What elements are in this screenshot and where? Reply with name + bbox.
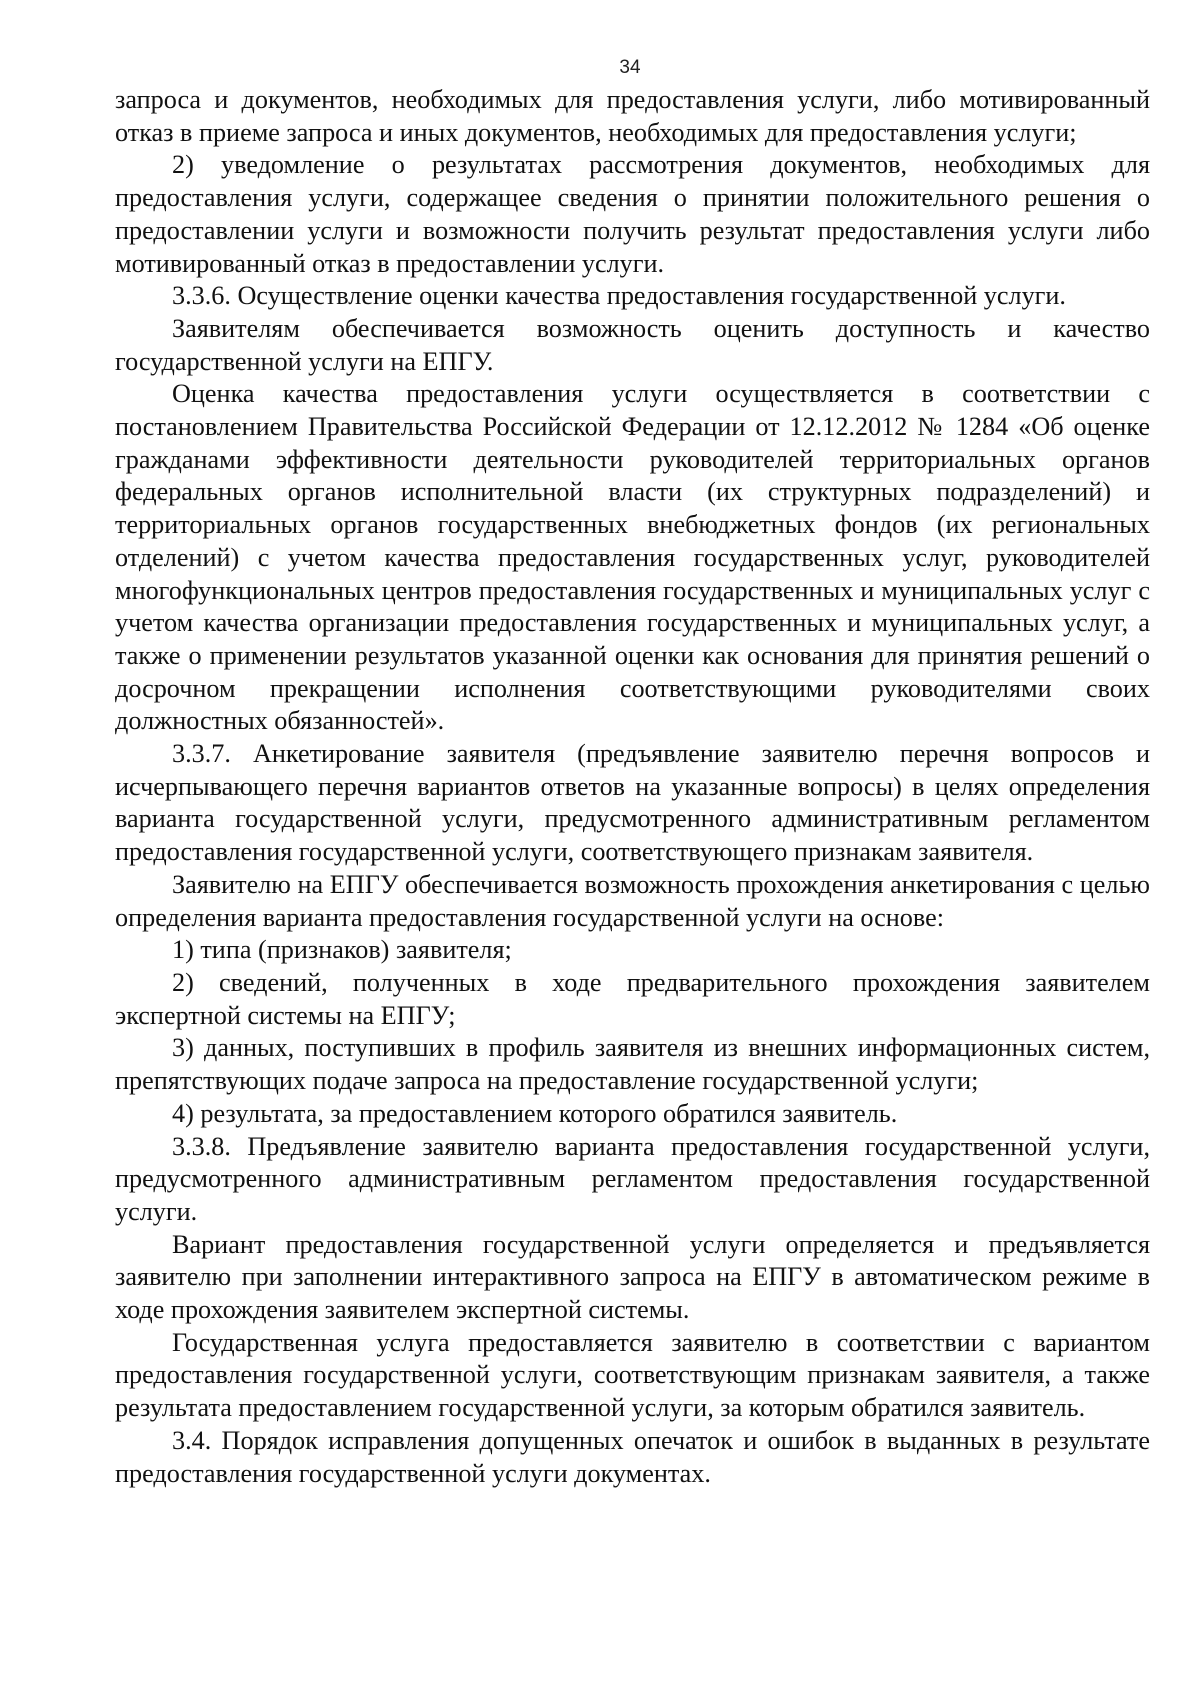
paragraph-list-item-3: 3) данных, поступивших в профиль заявителя из внешних информационных систем, препятствующих подаче запроса на предоставление государственной услуги; — [115, 1033, 1150, 1096]
paragraph-quality-assessment: Заявителям обеспечивается возможность оценить доступность и качество государственной услуги на ЕПГУ. — [115, 313, 1150, 376]
paragraph-survey-basis: Заявителю на ЕПГУ обеспечивается возможность прохождения анкетирования с целью определения варианта предоставления государственной услуги на основе: — [115, 869, 1150, 932]
paragraph-notification-item-2: 2) уведомление о результатах рассмотрения документов, необходимых для предоставления услуги, содержащее сведения о принятии положительного решения о предоставлении услуги и возможности получить результат предоставления услуги либо мотивированный отказ в предоставлении услуги. — [115, 150, 1150, 278]
paragraph-variant-provision: Государственная услуга предоставляется заявителю в соответствии с вариантом предоставления государственной услуги, соответствующим признакам заявителя, а также результата предоставлением государственной услуги, за которым обратился заявитель. — [115, 1327, 1150, 1423]
paragraph-section-3-3-7: 3.3.7. Анкетирование заявителя (предъявление заявителю перечня вопросов и исчерпывающего перечня вариантов ответов на указанные вопросы) в целях определения варианта государственной услуги, предусмотренного административным регламентом предоставления государственной услуги, соответствующего признакам заявителя. — [115, 739, 1150, 867]
paragraph-list-item-4: 4) результата, за предоставлением которого обратился заявитель. — [172, 1098, 898, 1128]
paragraph-section-3-4: 3.4. Порядок исправления допущенных опечаток и ошибок в выданных в результате предоставления государственной услуги документах. — [115, 1425, 1150, 1488]
document-body — [115, 84, 1150, 1490]
paragraph-list-item-2: 2) сведений, полученных в ходе предварительного прохождения заявителем экспертной системы на ЕПГУ; — [115, 967, 1150, 1030]
page-number: 34 — [619, 57, 641, 78]
paragraph-continuation: запроса и документов, необходимых для предоставления услуги, либо мотивированный отказ в приеме запроса и иных документов, необходимых для предоставления услуги; — [115, 85, 1150, 147]
paragraph-section-3-3-6: 3.3.6. Осуществление оценки качества предоставления государственной услуги. — [172, 281, 1066, 311]
paragraph-resolution-1284: Оценка качества предоставления услуги осуществляется в соответствии с постановлением Правительства Российской Федерации от 12.12.2012 № 1284 «Об оценке гражданами эффективности деятельности руководителей территориальных органов федеральных органов исполнительной власти (их структурных подразделений) и территориальных органов государственных внебюджетных фондов (их региональных отделений) с учетом качества предоставления государственных услуг, руководителей многофункциональных центров предоставления государственных и муниципальных услуг с учетом качества организации предоставления государственных и муниципальных услуг, а также о применении результатов указанной оценки как основания для принятия решений о досрочном прекращении исполнения соответствующими руководителями своих должностных обязанностей». — [115, 379, 1150, 736]
paragraph-list-item-1: 1) типа (признаков) заявителя; — [172, 935, 512, 965]
paragraph-section-3-3-8: 3.3.8. Предъявление заявителю варианта предоставления государственной услуги, предусмотренного административным регламентом предоставления государственной услуги. — [115, 1131, 1150, 1226]
paragraph-variant-determination: Вариант предоставления государственной услуги определяется и предъявляется заявителю при заполнении интерактивного запроса на ЕПГУ в автоматическом режиме в ходе прохождения заявителем экспертной системы. — [115, 1229, 1150, 1325]
